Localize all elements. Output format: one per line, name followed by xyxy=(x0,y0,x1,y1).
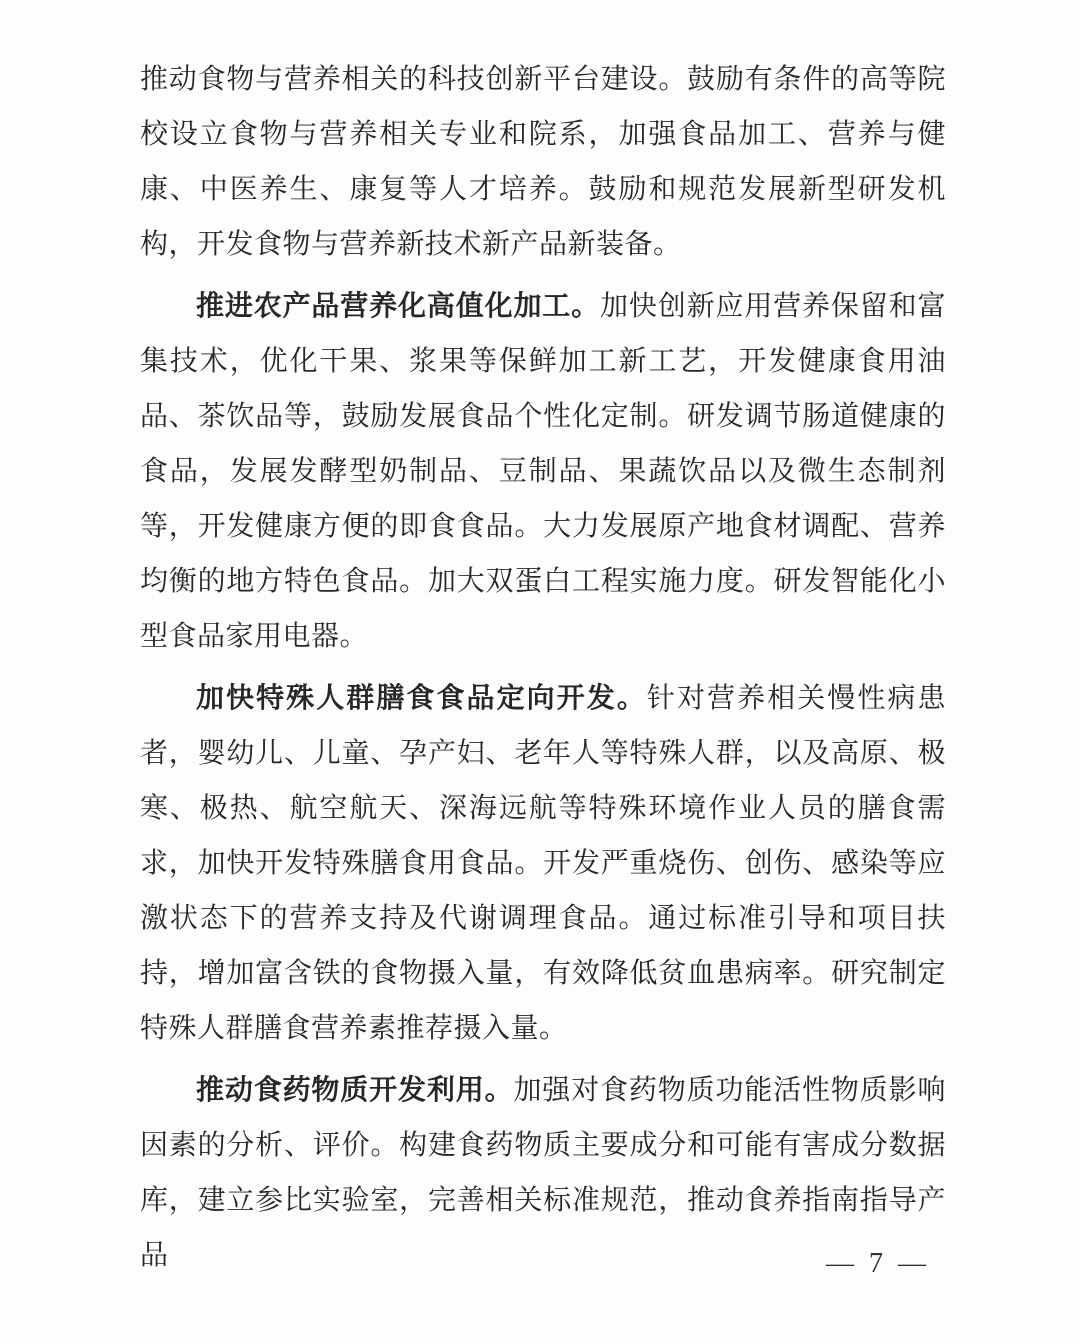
paragraph-text: 推动食物与营养相关的科技创新平台建设。鼓励有条件的高等院校设立食物与营养相关专业和院系，加强食品加工、营养与健康、中医养生、康复等人才培养。鼓励和规范发展新型研发机构，开发食物与营养新技术新产品新装备。 xyxy=(140,64,946,260)
paragraph-text: 针对营养相关慢性病患者，婴幼儿、儿童、孕产妇、老年人等特殊人群，以及高原、极寒、极热、航空航天、深海远航等特殊环境作业人员的膳食需求，加快开发特殊膳食用食品。开发严重烧伤、创伤、感染等应激状态下的营养支持及代谢调理食品。通过标准引导和项目扶持，增加富含铁的食物摄入量，有效降低贫血患病率。研究制定特殊人群膳食营养素推荐摄入量。 xyxy=(140,683,946,1044)
paragraph xyxy=(140,279,946,664)
paragraph xyxy=(140,52,946,272)
document-body xyxy=(140,52,946,1290)
paragraph-lead: 推进农产品营养化高值化加工。 xyxy=(196,291,601,322)
paragraph xyxy=(140,671,946,1056)
paragraph-text: 加快创新应用营养保留和富集技术，优化干果、浆果等保鲜加工新工艺，开发健康食用油品、茶饮品等，鼓励发展食品个性化定制。研发调节肠道健康的食品，发展发酵型奶制品、豆制品、果蔬饮品以及微生态制剂等，开发健康方便的即食食品。大力发展原产地食材调配、营养均衡的地方特色食品。加大双蛋白工程实施力度。研发智能化小型食品家用电器。 xyxy=(140,291,946,652)
page-number: — 7 — xyxy=(826,1248,930,1279)
paragraph-lead: 推动食药物质开发利用。 xyxy=(196,1075,514,1106)
paragraph-text: 加强对食药物质功能活性物质影响因素的分析、评价。构建食药物质主要成分和可能有害成分数据库，建立参比实验室，完善相关标准规范，推动食养指南指导产品 xyxy=(140,1075,946,1271)
paragraph-lead: 加快特殊人群膳食食品定向开发。 xyxy=(196,683,647,714)
